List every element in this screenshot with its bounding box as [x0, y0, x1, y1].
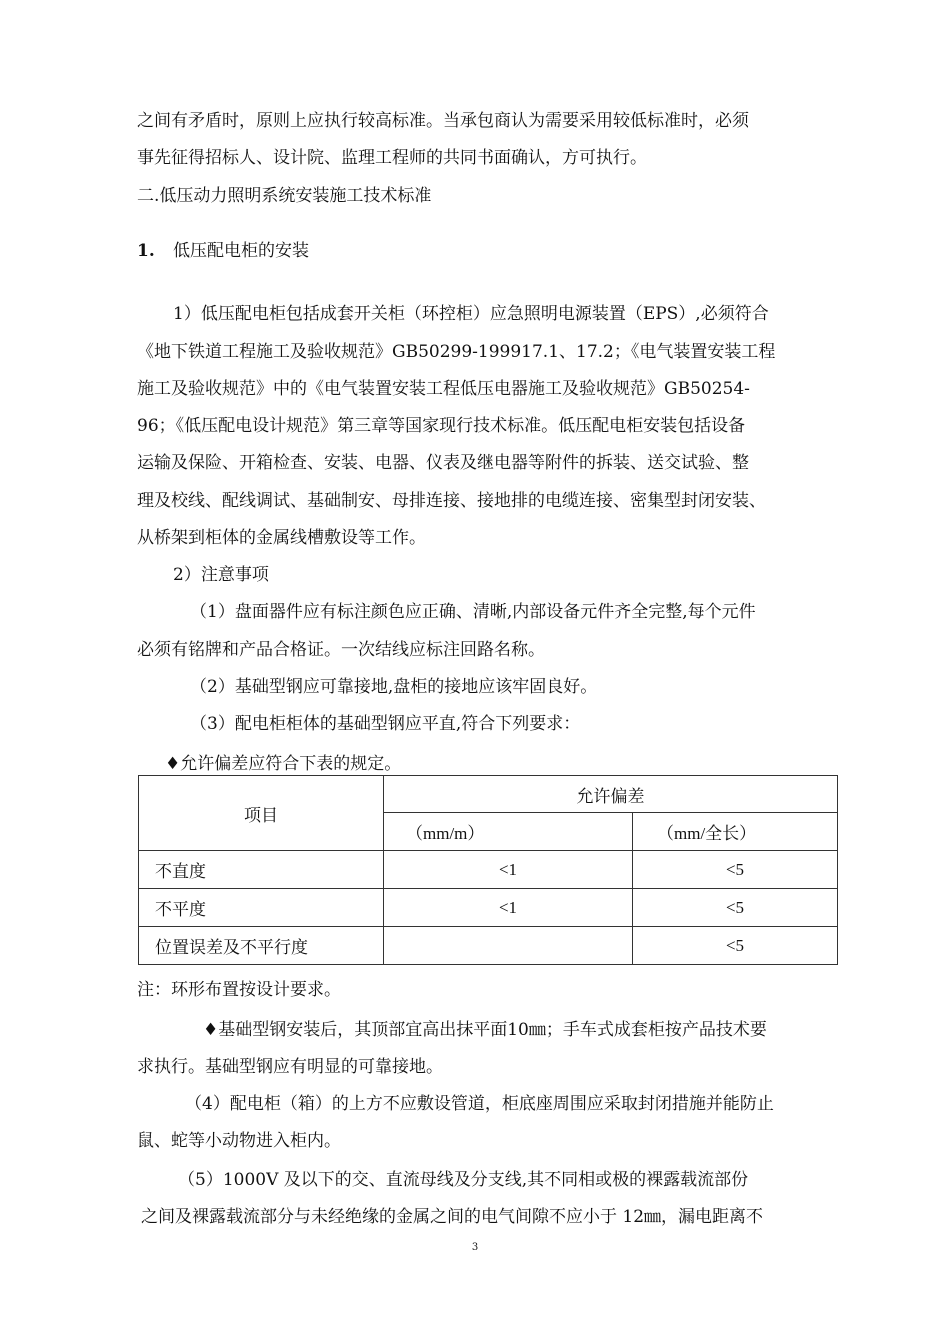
body-text-line: （1）盘面器件应有标注颜色应正确、清晰,内部设备元件齐全完整,每个元件	[190, 602, 756, 622]
body-text-line: 施工及验收规范》中的《电气装置安装工程低压电器施工及验收规范》GB50254-	[137, 379, 750, 399]
table-header-deviation: 允许偏差	[384, 776, 838, 813]
body-text-line: 之间有矛盾时，原则上应执行较高标准。当承包商认为需要采用较低标准时，必须	[137, 111, 749, 131]
table-cell: <1	[384, 889, 633, 927]
table-cell: <1	[384, 851, 633, 889]
body-text-line: 1）低压配电柜包括成套开关柜（环控柜）应急照明电源装置（EPS）,必须符合	[173, 304, 769, 324]
table-cell: <5	[633, 927, 838, 965]
table-note: 注：环形布置按设计要求。	[137, 980, 341, 1000]
body-text-line: （5）1000V 及以下的交、直流母线及分支线,其不同相或极的裸露载流部份	[178, 1170, 749, 1190]
table-header-unit: （mm/全长）	[633, 813, 838, 851]
body-text-line: 必须有铭牌和产品合格证。一次结线应标注回路名称。	[137, 640, 545, 660]
body-text-line: 96；《低压配电设计规范》第三章等国家现行技术标准。低压配电柜安装包括设备	[137, 416, 746, 436]
table-cell: <5	[633, 851, 838, 889]
body-text-line: 运输及保险、开箱检查、安装、电器、仪表及继电器等附件的拆装、送交试验、整	[137, 453, 749, 473]
body-text-line: 鼠、蛇等小动物进入柜内。	[137, 1131, 341, 1151]
body-text-line: 求执行。基础型钢应有明显的可靠接地。	[137, 1057, 443, 1077]
table-row	[139, 851, 838, 889]
subsection-heading: 低压配电柜的安装	[173, 241, 309, 261]
page-number: 3	[471, 1242, 479, 1253]
table-row	[139, 927, 838, 965]
body-text-line: 从桥架到柜体的金属线槽敷设等工作。	[137, 528, 426, 548]
table-cell: 不直度	[139, 851, 384, 889]
deviation-table	[138, 775, 838, 965]
table-header-unit: （mm/m）	[384, 813, 633, 851]
table-cell	[384, 927, 633, 965]
table-cell: 位置误差及不平行度	[139, 927, 384, 965]
bullet-line: ♦允许偏差应符合下表的规定。	[165, 754, 402, 774]
table-header-item: 项目	[139, 776, 384, 851]
table-cell: 不平度	[139, 889, 384, 927]
body-text-line: 《地下铁道工程施工及验收规范》GB50299-199917.1、17.2；《电气装置安装工程	[137, 342, 776, 362]
table-cell: <5	[633, 889, 838, 927]
table-row	[139, 889, 838, 927]
section-heading: 二.低压动力照明系统安装施工技术标准	[137, 186, 432, 206]
body-text-line: 2）注意事项	[173, 565, 269, 585]
body-text-line: 事先征得招标人、设计院、监理工程师的共同书面确认，方可执行。	[137, 148, 647, 168]
body-text-line: （2）基础型钢应可靠接地,盘柜的接地应该牢固良好。	[190, 677, 598, 697]
body-text-line: （3）配电柜柜体的基础型钢应平直,符合下列要求：	[190, 714, 581, 734]
body-text-line: 理及校线、配线调试、基础制安、母排连接、接地排的电缆连接、密集型封闭安装、	[137, 491, 766, 511]
subsection-number: 1.	[137, 241, 155, 261]
bullet-line: ♦基础型钢安装后，其顶部宜高出抹平面10㎜；手车式成套柜按产品技术要	[203, 1020, 767, 1040]
body-text-line: 之间及裸露载流部分与未经绝缘的金属之间的电气间隙不应小于 12㎜，漏电距离不	[141, 1207, 764, 1227]
body-text-line: （4）配电柜（箱）的上方不应敷设管道，柜底座周围应采取封闭措施并能防止	[185, 1094, 774, 1114]
